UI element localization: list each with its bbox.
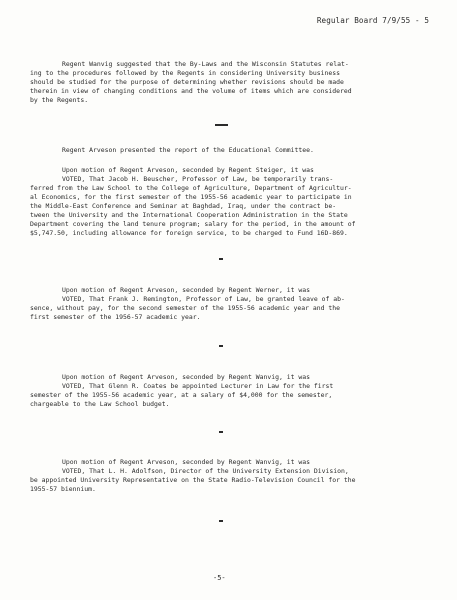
- section-divider: [215, 124, 228, 126]
- motion-line: Upon motion of Regent Arveson, seconded by Regent Steiger, it was: [62, 166, 314, 174]
- motion-line: VOTED, That L. H. Adolfson, Director of the University Extension Division,: [62, 467, 349, 475]
- motion-line: the Middle-East Conference and Seminar at Baghdad, Iraq, under the contract be-: [30, 202, 337, 210]
- paragraph-line: should be studied for the purpose of determining whether revisions should be made: [30, 78, 344, 86]
- motion-line: Upon motion of Regent Arveson, seconded by Regent Wanvig, it was: [62, 373, 311, 381]
- motion-line: VOTED, That Jacob H. Beuscher, Professor of Law, be temporarily trans-: [62, 175, 334, 183]
- page-header: Regular Board 7/9/55 - 5: [316, 16, 429, 25]
- motion-line: al Economics, for the first semester of the 1955-56 academic year to participate in: [30, 193, 352, 201]
- motion-line: first semester of the 1956-57 academic year.: [30, 313, 201, 321]
- motion-line: tween the University and the International Cooperation Administration in the State: [30, 211, 348, 219]
- motion-line: be appointed University Representative on the State Radio-Television Council for the: [30, 476, 356, 484]
- motion-line: chargeable to the Law School budget.: [30, 400, 170, 408]
- motion-line: Upon motion of Regent Arveson, seconded by Regent Werner, it was: [62, 286, 311, 294]
- motion-line: semester of the 1955-56 academic year, at a salary of $4,000 for the semester,: [30, 391, 333, 399]
- section-divider: [219, 520, 223, 522]
- motion-line: sence, without pay, for the second semester of the 1955-56 academic year and the: [30, 304, 341, 312]
- motion-line: 1955-57 biennium.: [30, 485, 96, 493]
- section-divider: [219, 431, 223, 433]
- section-divider: [219, 345, 223, 347]
- motion-line: Department covering the land tenure program; salary for the period, in the amount of: [30, 220, 356, 228]
- motion-line: VOTED, That Glenn R. Coates be appointed Lecturer in Law for the first: [62, 382, 334, 390]
- paragraph-line: ing to the procedures followed by the Regents in considering University business: [30, 69, 341, 77]
- motion-line: Upon motion of Regent Arveson, seconded by Regent Wanvig, it was: [62, 458, 311, 466]
- paragraph-line: therein in view of changing conditions and the volume of items which are considered: [30, 87, 352, 95]
- report-intro: Regent Arveson presented the report of the Educational Committee.: [62, 146, 314, 154]
- paragraph-line: by the Regents.: [30, 96, 89, 104]
- paragraph-line: Regent Wanvig suggested that the By-Laws and the Wisconsin Statutes relat-: [62, 60, 349, 68]
- motion-line: ferred from the Law School to the College of Agriculture, Department of Agricultur-: [30, 184, 352, 192]
- motion-line: VOTED, That Frank J. Remington, Professor of Law, be granted leave of ab-: [62, 295, 345, 303]
- section-divider: [219, 258, 223, 260]
- page-number: -5-: [213, 574, 226, 582]
- motion-line: $5,747.50, including allowance for foreign service, to be charged to Fund 16D-869.: [30, 229, 348, 237]
